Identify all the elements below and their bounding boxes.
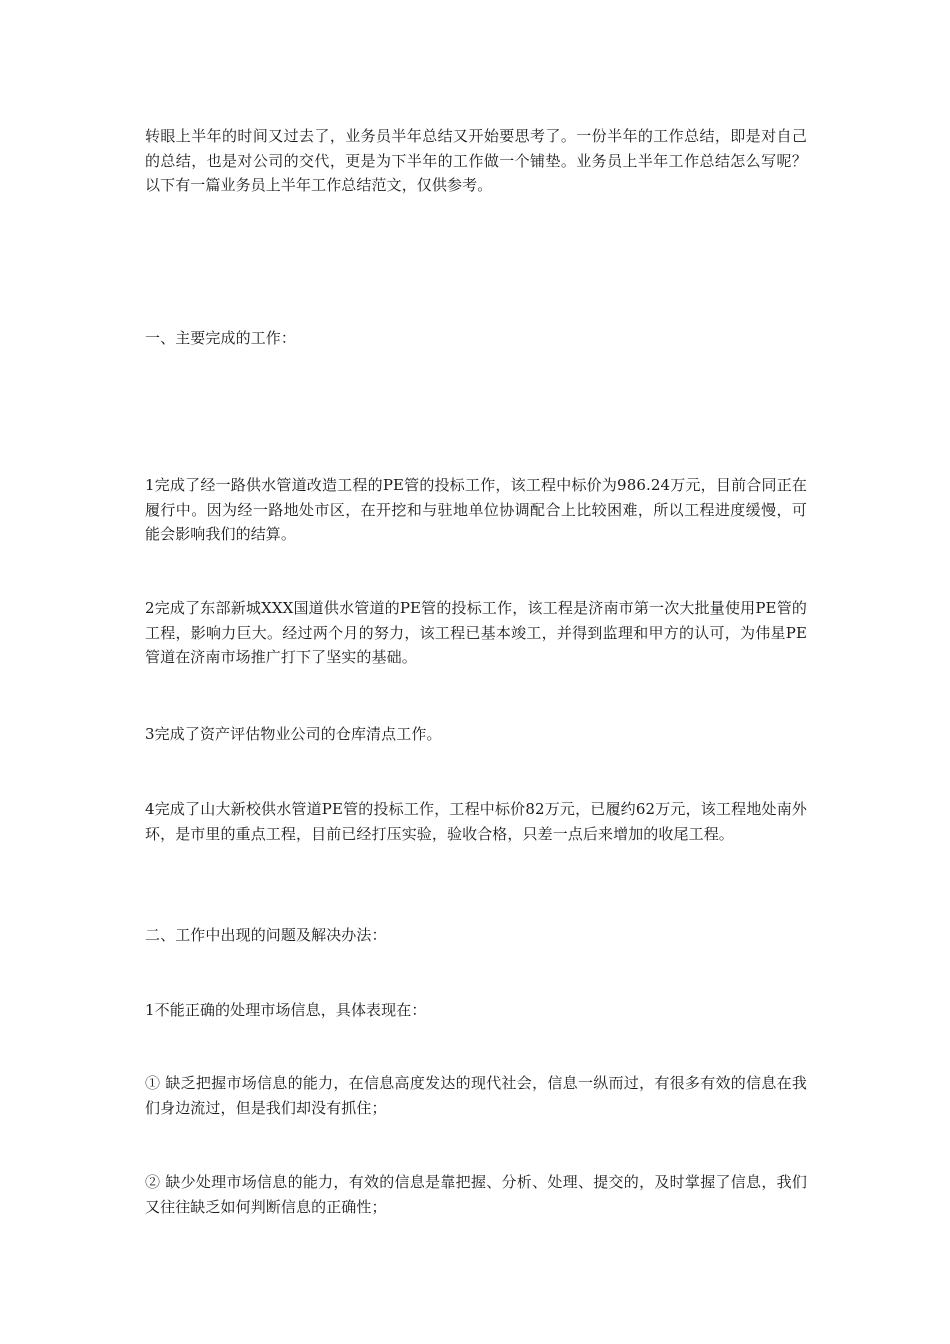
problem-point-2: ② 缺少处理市场信息的能力，有效的信息是靠把握、分析、处理、提交的，及时掌握了信息，我们又往往缺乏如何判断信息的正确性；: [145, 1173, 807, 1216]
problem-item-1: 1不能正确的处理市场信息，具体表现在：: [145, 1001, 427, 1019]
work-item-1: 1完成了经一路供水管道改造工程的PE管的投标工作，该工程中标价为986.24万元，目前合同正在履行中。因为经一路地处市区，在开挖和与驻地单位协调配合上比较困难，所以工程进度缓慢，可能会影响我们的结算。: [145, 476, 807, 543]
intro-paragraph: 转眼上半年的时间又过去了，业务员半年总结又开始要思考了。一份半年的工作总结，即是对自己的总结，也是对公司的交代，更是为下半年的工作做一个铺垫。业务员上半年工作总结怎么写呢？以下有一篇业务员上半年工作总结范文，仅供参考。: [145, 127, 807, 194]
work-item-2: 2完成了东部新城XXX国道供水管道的PE管的投标工作，该工程是济南市第一次大批量使用PE管的工程，影响力巨大。经过两个月的努力，该工程已基本竣工，并得到监理和甲方的认可，为伟星PE管道在济南市场推广打下了坚实的基础。: [145, 599, 807, 666]
section-heading-main-work: 一、主要完成的工作：: [145, 329, 297, 347]
problem-point-1: ① 缺乏把握市场信息的能力，在信息高度发达的现代社会，信息一纵而过，有很多有效的信息在我们身边流过，但是我们却没有抓住；: [145, 1074, 807, 1117]
section-heading-problems: 二、工作中出现的问题及解决办法：: [145, 926, 387, 944]
work-item-4: 4完成了山大新校供水管道PE管的投标工作，工程中标价82万元，已履约62万元，该工程地处南外环，是市里的重点工程，目前已经打压实验，验收合格，只差一点后来增加的收尾工程。: [145, 800, 807, 843]
work-item-3: 3完成了资产评估物业公司的仓库清点工作。: [145, 725, 442, 743]
